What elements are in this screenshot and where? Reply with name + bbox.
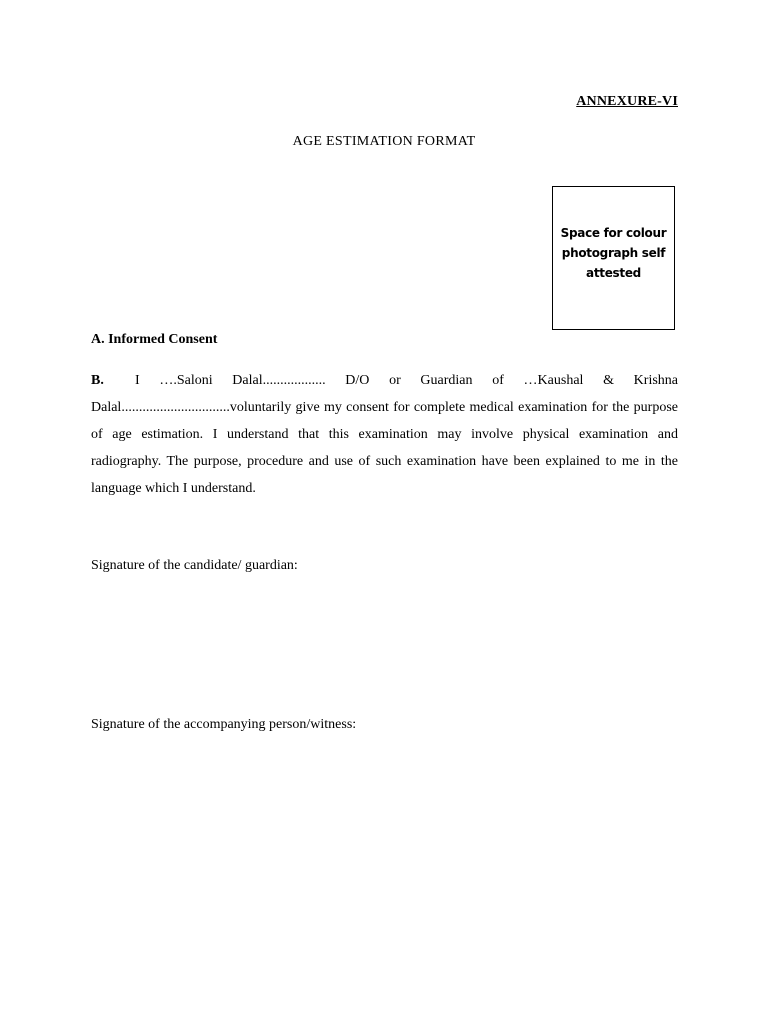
photo-placeholder-box [552,186,675,330]
witness-signature-label: Signature of the accompanying person/witness: [91,717,357,732]
section-heading-informed-consent: A. Informed Consent [91,332,218,347]
consent-paragraph [91,367,678,502]
annexure-label: ANNEXURE-VI [576,94,678,109]
document-title: AGE ESTIMATION FORMAT [292,134,476,149]
photo-placeholder-text: Space for colour photograph self attested [560,226,667,280]
consent-label: B. [91,373,104,388]
consent-text: I ….Saloni Dalal.................. D/O or Guardian of …Kaushal & Krishna Dalal...............................voluntarily give my consent for complete medical examination for the purpose of age estimation. I understand that this examination may involve physical examination and radiography. The purpose, procedure and use of such examination have been explained to me in the language which I understand. [91,373,678,496]
candidate-signature-label: Signature of the candidate/ guardian: [91,558,298,573]
